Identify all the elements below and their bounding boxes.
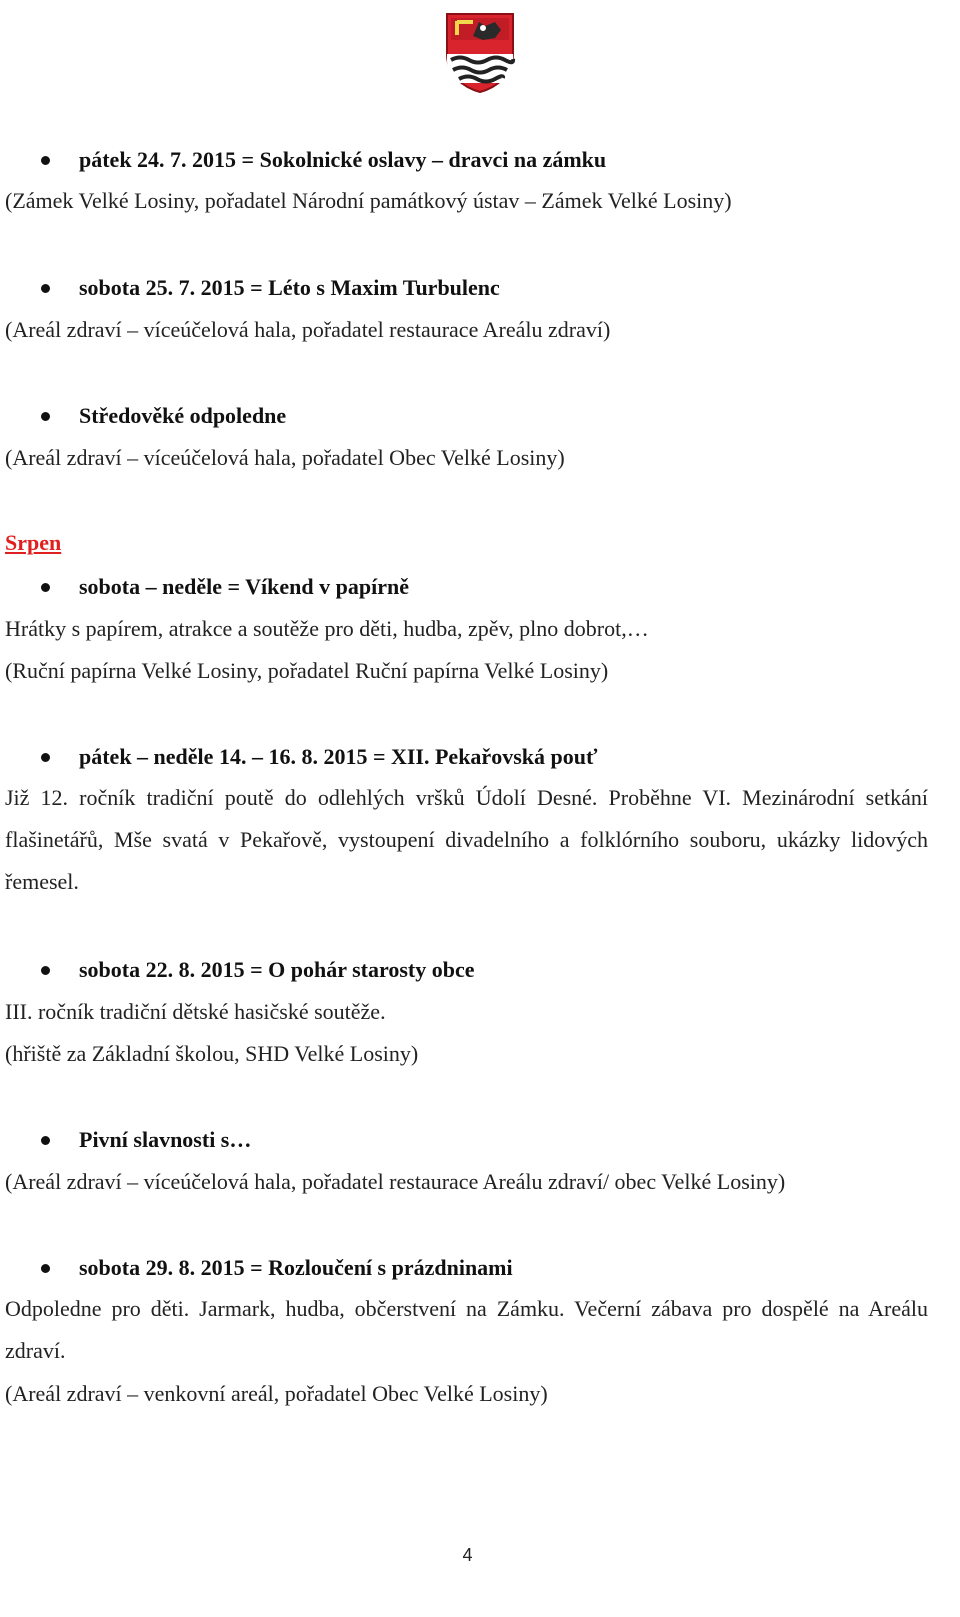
- event-detail: (Areál zdraví – víceúčelová hala, pořadatel Obec Velké Losiny): [5, 445, 565, 470]
- event-description: Již 12. ročník tradiční poutě do odlehlých vršků Údolí Desné. Proběhne VI. Mezinárodní setkání flašinetářů, Mše svatá v Pekařově, vystoupení divadelního a folklórního souboru, ukázky lidových řemesel.: [5, 785, 928, 894]
- bullet-icon: [41, 583, 50, 592]
- bullet-icon: [41, 156, 50, 165]
- event-title-row: [0, 744, 960, 772]
- event-title: Středověké odpoledne: [79, 403, 287, 428]
- event-detail: Hrátky s papírem, atrakce a soutěže pro děti, hudba, zpěv, plno dobrot,…: [5, 616, 649, 641]
- bullet-icon: [41, 284, 50, 293]
- event-detail: III. ročník tradiční dětské hasičské soutěže.: [5, 999, 386, 1024]
- event-title-row: [0, 275, 960, 303]
- bullet-icon: [41, 966, 50, 975]
- bullet-icon: [41, 1136, 50, 1145]
- event-title-row: [0, 403, 960, 431]
- event-title: pátek 24. 7. 2015 = Sokolnické oslavy – dravci na zámku: [79, 147, 607, 172]
- event-detail: (Areál zdraví – víceúčelová hala, pořadatel restaurace Areálu zdraví): [5, 317, 611, 342]
- event-title-row: [0, 1127, 960, 1155]
- event-title-row: [0, 574, 960, 602]
- event-title: sobota 25. 7. 2015 = Léto s Maxim Turbulenc: [79, 275, 500, 300]
- municipal-crest-icon: [443, 10, 517, 94]
- event-title: sobota – neděle = Víkend v papírně: [79, 574, 409, 599]
- bullet-icon: [41, 412, 50, 421]
- event-title: Pivní slavnosti s…: [79, 1127, 252, 1152]
- bullet-icon: [41, 753, 50, 762]
- page-number: 4: [462, 1545, 473, 1565]
- event-title-row: [0, 147, 960, 175]
- month-heading: Srpen: [5, 530, 62, 555]
- event-detail: (Zámek Velké Losiny, pořadatel Národní památkový ústav – Zámek Velké Losiny): [5, 188, 732, 213]
- event-title: sobota 22. 8. 2015 = O pohár starosty obce: [79, 957, 475, 982]
- event-detail: (Ruční papírna Velké Losiny, pořadatel Ruční papírna Velké Losiny): [5, 658, 609, 683]
- event-detail: (Areál zdraví – víceúčelová hala, pořadatel restaurace Areálu zdraví/ obec Velké Losiny): [5, 1169, 786, 1194]
- event-description: Odpoledne pro děti. Jarmark, hudba, občerstvení na Zámku. Večerní zábava pro dospělé na Areálu zdraví.: [5, 1296, 928, 1363]
- bullet-icon: [41, 1264, 50, 1273]
- event-title-row: [0, 957, 960, 985]
- event-title: sobota 29. 8. 2015 = Rozloučení s prázdninami: [79, 1255, 513, 1280]
- event-title: pátek – neděle 14. – 16. 8. 2015 = XII. Pekařovská pouť: [79, 744, 598, 769]
- event-detail: (hřiště za Základní školou, SHD Velké Losiny): [5, 1041, 419, 1066]
- event-title-row: [0, 1255, 960, 1283]
- event-detail: (Areál zdraví – venkovní areál, pořadatel Obec Velké Losiny): [5, 1381, 548, 1406]
